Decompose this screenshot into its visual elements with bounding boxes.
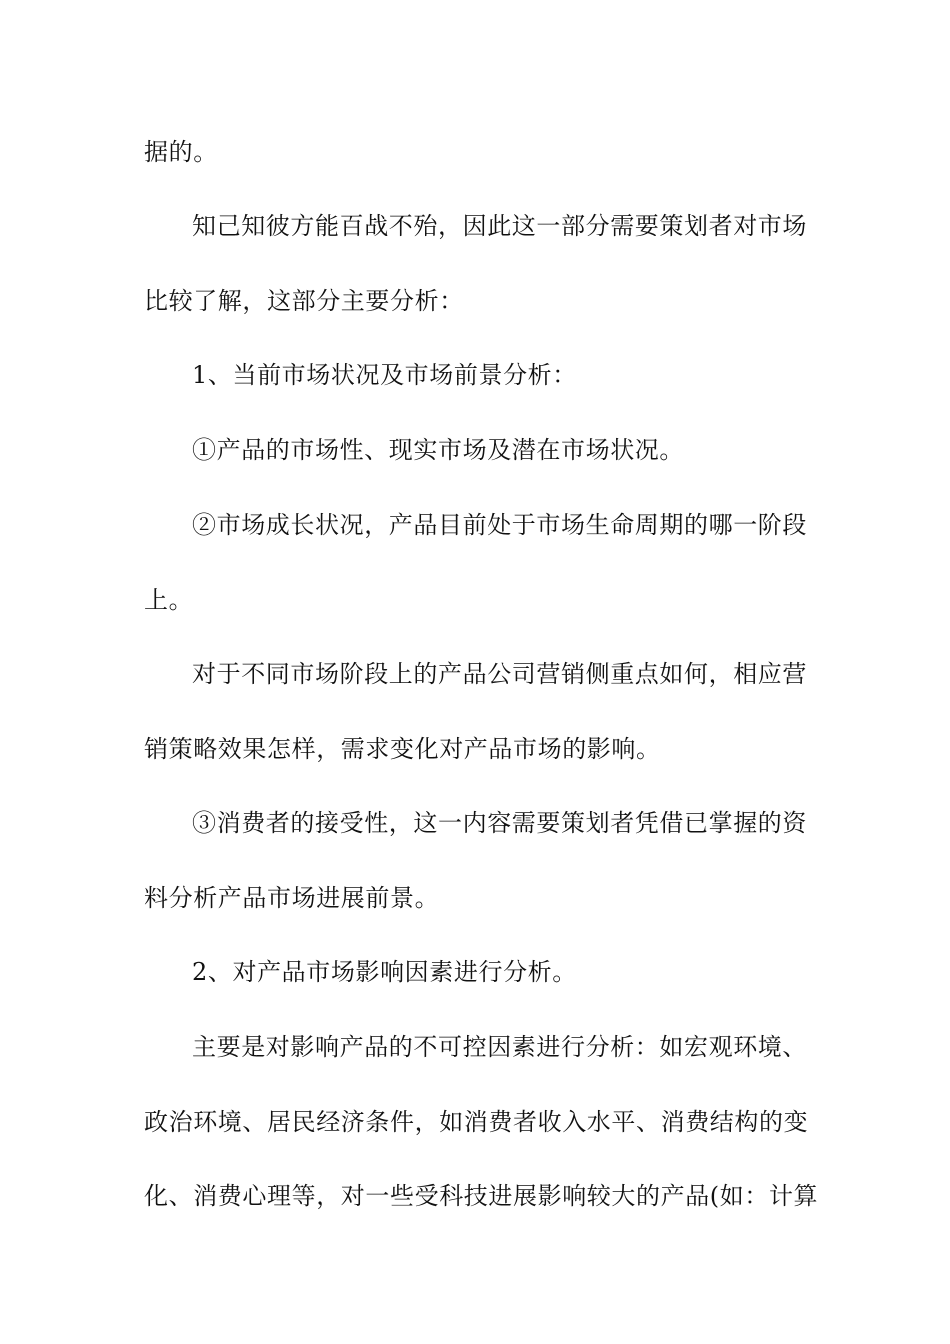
text-line: 化、消费心理等，对一些受科技进展影响较大的产品(如：计算 <box>144 1182 819 1210</box>
section-heading: 1、当前市场状况及市场前景分析： <box>192 361 577 389</box>
list-item: ③消费者的接受性，这一内容需要策划者凭借已掌握的资 <box>192 809 807 837</box>
text-line: 政治环境、居民经济条件，如消费者收入水平、消费结构的变 <box>144 1108 809 1136</box>
section-heading: 2、对产品市场影响因素进行分析。 <box>192 958 577 986</box>
list-item: ①产品的市场性、现实市场及潜在市场状况。 <box>192 436 684 464</box>
text-line: 据的。 <box>144 138 218 166</box>
list-item: ②市场成长状况，产品目前处于市场生命周期的哪一阶段 <box>192 511 807 539</box>
paragraph-line: 知己知彼方能百战不殆，因此这一部分需要策划者对市场 <box>192 212 807 240</box>
paragraph-line: 对于不同市场阶段上的产品公司营销侧重点如何，相应营 <box>192 660 807 688</box>
text-line: 销策略效果怎样，需求变化对产品市场的影响。 <box>144 735 661 763</box>
text-line: 料分析产品市场进展前景。 <box>144 884 440 912</box>
text-line: 比较了解，这部分主要分析： <box>144 287 464 315</box>
paragraph-line: 主要是对影响产品的不可控因素进行分析：如宏观环境、 <box>192 1033 807 1061</box>
text-line: 上。 <box>144 586 194 614</box>
